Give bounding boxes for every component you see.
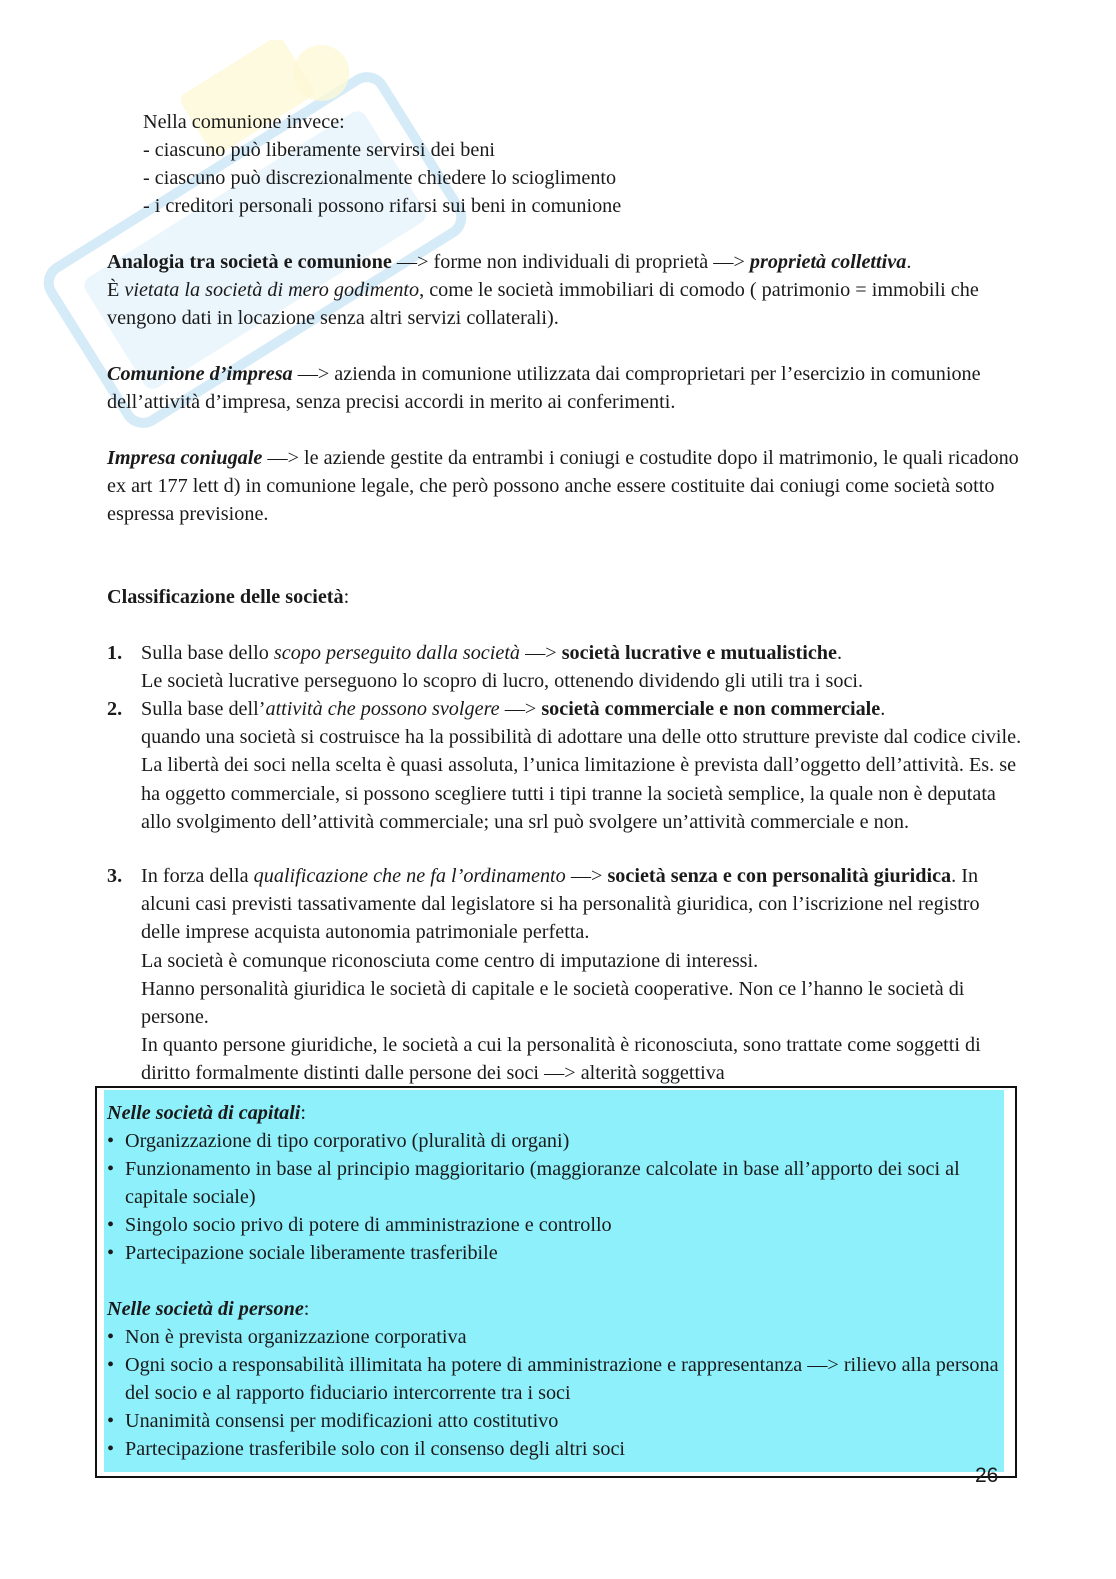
- persone-heading: Nelle società di persone: [107, 1298, 304, 1320]
- comunione-item: - i creditori personali possono rifarsi sui beni in comunione: [143, 195, 622, 217]
- persone-bullet: • Unanimità consensi per modificazioni atto costitutivo: [107, 1407, 1007, 1435]
- comunione-intro: Nella comunione invece:: [143, 111, 345, 133]
- analogia-arrow-text: —> forme non individuali di proprietà —>: [391, 251, 750, 273]
- capitali-bullet: • Singolo socio privo di potere di amministrazione e controllo: [107, 1211, 1007, 1239]
- persone-bullet: • Partecipazione trasferibile solo con il consenso degli altri soci: [107, 1435, 1007, 1463]
- classificazione-heading: Classificazione delle società:: [107, 586, 350, 608]
- capitali-section: Nelle società di capitali: • Organizzazione di tipo corporativo (pluralità di organi) • Funzionamento in base al principio maggioritario (maggioranze calcolate in base all’apporto dei soci al capitale sociale) • Singolo socio privo di potere di amministrazione e controllo • Partecipazione sociale liberamente trasferibile: [107, 1099, 1007, 1267]
- comunione-impresa-paragraph: [107, 360, 1027, 416]
- analogia-paragraph: [107, 248, 1027, 333]
- comunione-impresa-text: —> azienda in comunione utilizzata dai comproprietari per l’esercizio in comunione dell’attività d’impresa, senza precisi accordi in merito ai conferimenti.: [107, 363, 981, 414]
- persone-section: Nelle società di persone: • Non è prevista organizzazione corporativa • Ogni socio a responsabilità illimitata ha potere di amministrazione e rappresentanza —> rilievo alla persona del socio e al rapporto fiduciario intercorrente tra i soci • Unanimità consensi per modificazioni atto costitutivo • Partecipazione trasferibile solo con il consenso degli altri soci: [107, 1295, 1007, 1463]
- persone-bullet: • Ogni socio a responsabilità illimitata ha potere di amministrazione e rappresentanza —> rilievo alla persona del socio e al rapporto fiduciario intercorrente tra i soci: [107, 1351, 1007, 1407]
- capitali-bullet: • Funzionamento in base al principio maggioritario (maggioranze calcolate in base all’apporto dei soci al capitale sociale): [107, 1155, 1007, 1211]
- analogia-line2-italic: vietata la società di mero godimento: [124, 279, 420, 302]
- analogia-result: proprietà collettiva: [749, 251, 907, 273]
- persone-bullet: • Non è prevista organizzazione corporativa: [107, 1323, 1007, 1351]
- list-number: 1.: [107, 642, 123, 664]
- comunione-item: - ciascuno può discrezionalmente chiedere lo scioglimento: [143, 167, 617, 189]
- page-number: 26: [975, 1464, 999, 1487]
- comunione-item: - ciascuno può liberamente servirsi dei beni: [143, 139, 496, 161]
- analogia-line2-pre: È: [107, 279, 125, 302]
- capitali-bullet: • Partecipazione sociale liberamente trasferibile: [107, 1239, 1007, 1267]
- list-number: 2.: [107, 698, 123, 720]
- analogia-term: Analogia tra società e comunione: [107, 251, 392, 273]
- impresa-coniugale-term: Impresa coniugale: [107, 447, 263, 469]
- impresa-coniugale-text: —> le aziende gestite da entrambi i coniugi e costudite dopo il matrimonio, le quali ricadono ex art 177 lett d) in comunione legale, che però possono anche essere costituite dai coniugi come società sotto espressa previsione.: [107, 447, 1019, 526]
- list-number: 3.: [107, 865, 123, 887]
- comunione-impresa-term: Comunione d’impresa: [107, 363, 293, 385]
- classificazione-item-1: 1. Sulla base dello scopo perseguito dalla società —> società lucrative e mutualistiche. Le società lucrative perseguono lo scopro di lucro, ottenendo dividendo gli utili tra i soci.: [107, 639, 1027, 695]
- analogia-dot: .: [906, 251, 912, 273]
- impresa-coniugale-paragraph: [107, 444, 1027, 529]
- capitali-heading: Nelle società di capitali: [107, 1102, 301, 1124]
- classificazione-item-3: 3. In forza della qualificazione che ne fa l’ordinamento —> società senza e con personalità giuridica. In alcuni casi previsti tassativamente dal legislatore si ha personalità giuridica, con l’iscrizione nel registro delle imprese acquista autonomia patrimoniale perfetta. La società è comunque riconosciuta come centro di imputazione di interessi. Hanno personalità giuridica le società di capitale e le società cooperative. Non ce l’hanno le società di persone. In quanto persone giuridiche, le società a cui la personalità è riconosciuta, sono trattate come soggetti di diritto formalmente distinti dalle persone dei soci —> alterità soggettiva: [107, 862, 987, 1088]
- capitali-bullet: • Organizzazione di tipo corporativo (pluralità di organi): [107, 1127, 1007, 1155]
- analogia-line2-rest: , come le società immobiliari di comodo ( patrimonio = immobili che vengono dati in locazione senza altri servizi collaterali).: [107, 279, 979, 330]
- classificazione-item-2: 2. Sulla base dell’attività che possono svolgere —> società commerciale e non commerciale. quando una società si costruisce ha la possibilità di adottare una delle otto strutture previste dal codice civile. La libertà dei soci nella scelta è quasi assoluta, l’unica limitazione è prevista dall’oggetto dell’attività. Es. se ha oggetto commerciale, si possono scegliere tutti i tipi tranne la società semplice, la quale non è deputata allo svolgimento dell’attività commerciale; una srl può svolgere un’attività commerciale e non.: [107, 695, 1027, 836]
